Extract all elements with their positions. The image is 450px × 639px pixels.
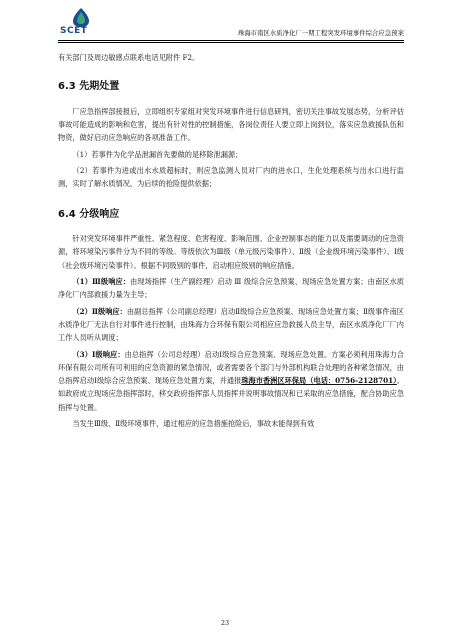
intro-line: 有关部门及周边敏感点联系电话见附件 F2。	[58, 53, 200, 62]
list-item: （2）若事件为进或出水水质超标时，则应急监测人员对厂内的进水口，生化处理系统与出水口进行监测，实时了解水质情况，为后续的抢险提供依据；	[58, 165, 404, 189]
document-title: 珠海市南区水质净化厂一期工程突发环境事件综合应急预案	[237, 29, 404, 37]
level-text: 。如政府成立现场应急指挥部时，移交政府指挥部人员指挥并说明事故情况和已采取的应急措施，配合协助应急指挥与处置。	[58, 376, 404, 412]
level-text: 由副总指挥（公司副总经理）启动Ⅱ级综合应急预案、现场应急处置方案；Ⅱ级事件南区水质净化厂无法自行对事件进行控制，由珠海力合环保有限公司相应应急救援人员主导，南区水质净化厂厂内工作人员听从调度；	[58, 306, 404, 343]
page-header	[58, 6, 404, 38]
page-number: 23	[220, 619, 230, 627]
paragraph: 当发生Ⅲ级、Ⅱ级环境事件，通过相应的应急措施抢险后，事故未能得到有效	[72, 419, 315, 429]
document-body	[58, 52, 404, 433]
header-rule	[58, 40, 404, 41]
paragraph: 针对突发环境事件严重性、紧急程度、危害程度、影响范围、企业控制事态的能力以及需要调动的应急资源，将环境染污事件分为不同的等级。等级依次为Ⅲ级（单元级污染事件）、Ⅱ级（企业级环境污染事件）、Ⅰ级（社会级环境污染事件）。根据不同级别的事件，启动相应级别的响应措施。	[58, 234, 404, 270]
response-level-3	[58, 275, 404, 302]
level-label: （2）Ⅱ级响应：	[72, 306, 127, 316]
logo-text: SCET	[60, 26, 88, 36]
list-item: （1）若事件为化学品泄漏首先要做的是移除泄漏源；	[72, 149, 243, 159]
response-level-1	[58, 348, 404, 415]
level-label: （3）Ⅰ级响应：	[72, 349, 125, 359]
paragraph: 厂应急指挥部接报后，立即组织专家组对突发环境事件进行信息研判，密切关注事故发展态势，分析评估事故可能造成的影响和危害，提出有针对性的控制措施，各岗位责任人要立即上岗到位，落实应急救援队伍和物资，做好启动应急响应的各项准备工作。	[58, 106, 404, 143]
header-rule-thin	[58, 42, 404, 43]
section-heading-6-3: 6.3 先期处置	[58, 81, 120, 93]
contact-underline: 珠海市香洲区环保局（电话：0756-2128701）	[241, 376, 397, 386]
level-text: 由总指挥（公司总经理）启动Ⅰ级综合应急预案、现场应急处置。方案必须利用珠海力合环保有限公司所有可利用的应急资源的紧急情况，或者需要各个部门与外部机构联合处理的各种紧急情况，由总指挥启动Ⅰ级综合应急预案、现场应急处置方案，并通报	[58, 349, 404, 386]
level-label: （1）Ⅲ级响应：	[72, 276, 131, 286]
section-heading-6-4: 6.4 分级响应	[58, 208, 120, 220]
level-text: 由现场指挥（生产副经理）启动 Ⅲ 级综合应急预案、现场应急处置方案；由南区水质净化厂内部救援力量为主导；	[58, 276, 404, 300]
response-level-2	[58, 305, 404, 345]
